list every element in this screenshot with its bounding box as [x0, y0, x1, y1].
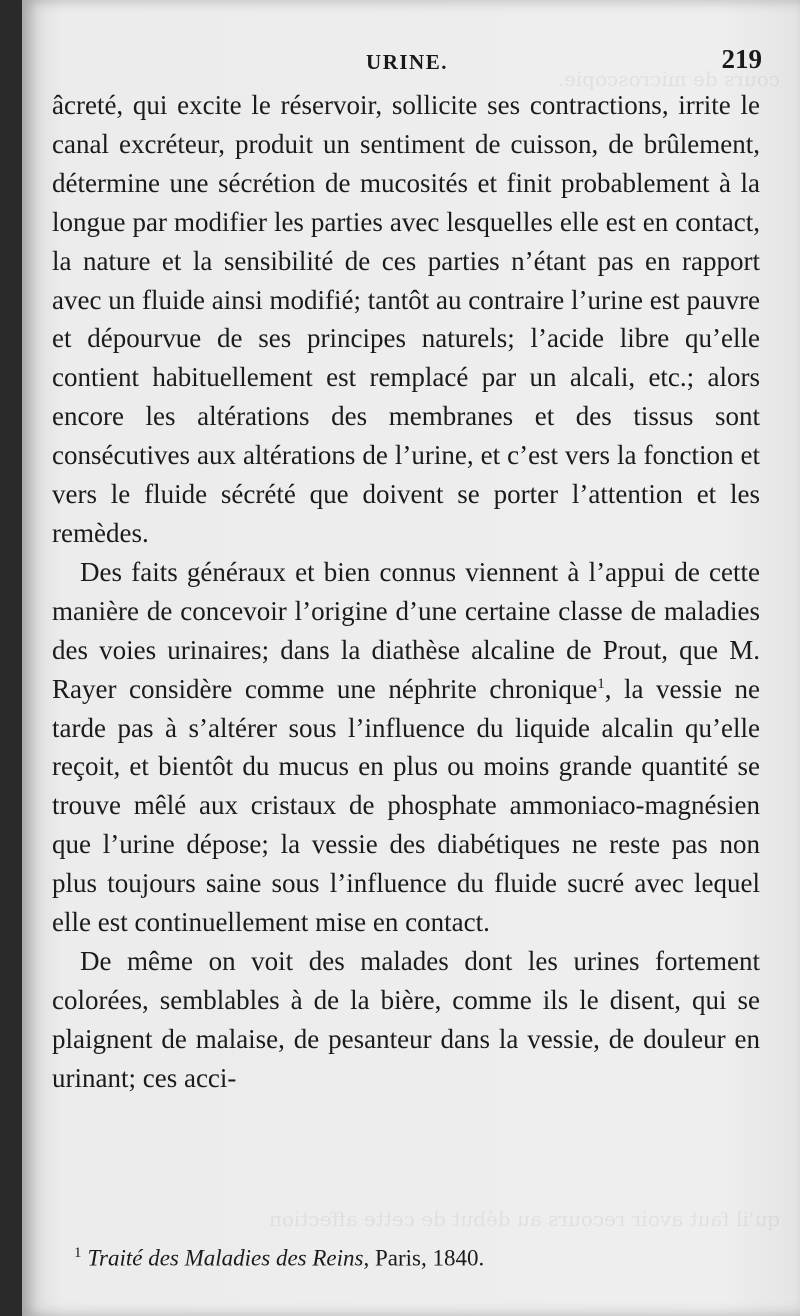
footnote-title: Traité des Maladies des Reins: [87, 1245, 364, 1271]
paragraph: [52, 553, 760, 942]
book-page: [22, 0, 800, 1316]
footnote-reference[interactable]: 1: [597, 675, 605, 692]
page-number: 219: [721, 44, 762, 74]
paragraph-text: Des faits généraux et bien connus viennent à l’appui de cette manière de concevoir l’origine d’une certaine classe de maladies des voies urinaires; dans la diathèse alcaline de Prout, que M. Rayer considère comme une néphrite chronique: [52, 556, 760, 704]
paragraph: De même on voit des malades dont les urines fortement colorées, semblables à de la bière, comme ils le disent, qui se plaignent de malaise, de pesanteur dans la vessie, de douleur en urinant; ces acci-: [52, 945, 760, 1093]
footnote: [74, 1245, 754, 1272]
body-text: [52, 86, 760, 1098]
running-head: URINE.: [366, 50, 448, 74]
show-through-text: cours de microscopie.: [557, 67, 780, 91]
paragraph: âcreté, qui excite le réservoir, sollicite ses contractions, irrite le canal excréteur, produit un sentiment de cuisson, de brûlement, détermine une sécrétion de mucosités et finit probablement à la longue par modifier les parties avec lesquelles elle est en contact, la nature et la sensibilité de ces parties n’étant pas en rapport avec un fluide ainsi modifié; tantôt au contraire l’urine est pauvre et dépourvue de ses principes naturels; l’acide libre qu’elle contient habituellement est remplacé par un alcali, etc.; alors encore les altérations des membranes et des tissus sont consécutives aux altérations de l’urine, et c’est vers la fonction et vers le fluide sécrété que doivent se porter l’attention et les remèdes.: [52, 90, 760, 548]
page-header: [52, 44, 762, 80]
show-through-text: qu'il faut avoir recours au début de cette affection: [269, 1207, 780, 1231]
footnote-mark: 1: [74, 1245, 82, 1261]
footnote-text: , Paris, 1840.: [363, 1245, 485, 1271]
paragraph-text: , la vessie ne tarde pas à s’altérer sous l’influence du liquide alcalin qu’elle reçoit, et bientôt du mucus en plus ou moins grande quantité se trouve mêlé aux cristaux de phosphate ammoniaco-magnésien que l’urine dépose; la vessie des diabétiques ne reste pas non plus toujours saine sous l’influence du fluide sucré avec lequel elle est continuellement mise en contact.: [52, 673, 760, 938]
